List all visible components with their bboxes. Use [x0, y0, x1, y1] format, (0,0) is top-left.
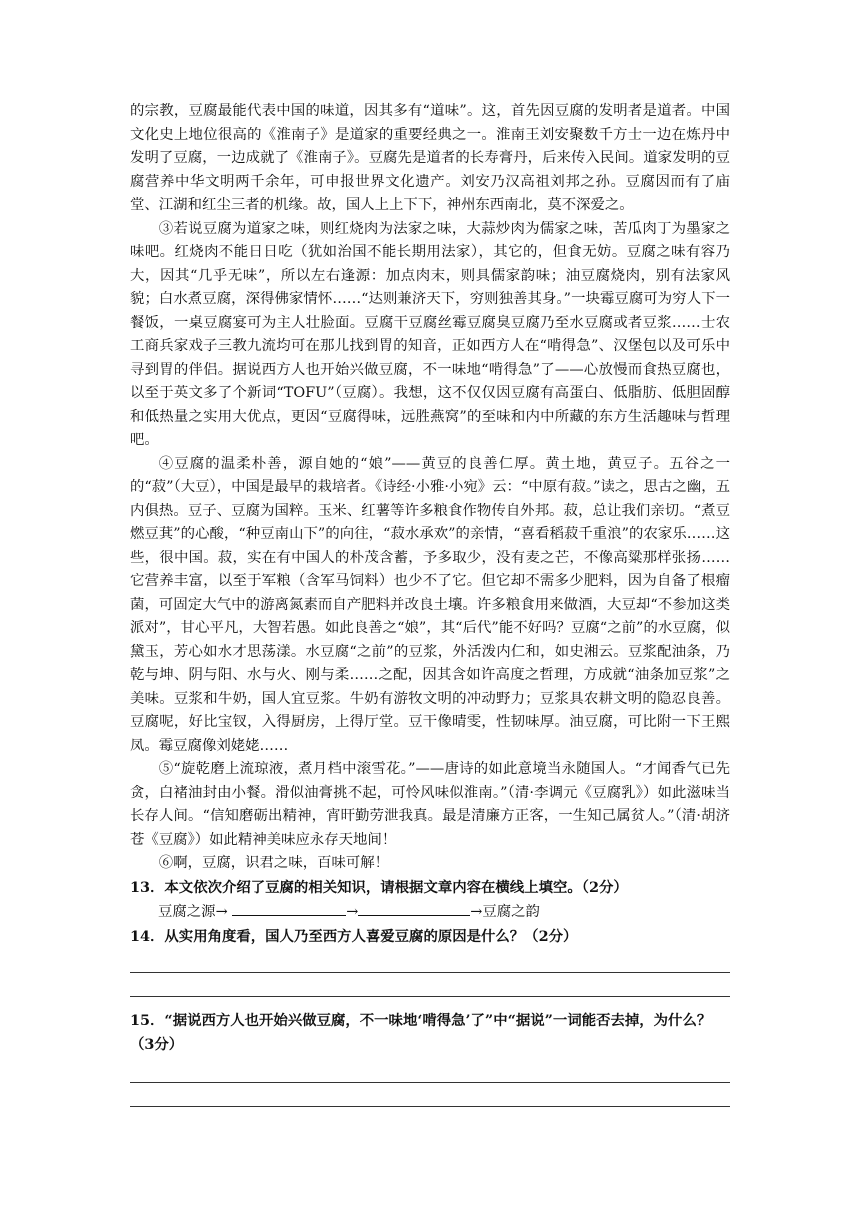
- fill-end-label: →豆腐之韵: [470, 904, 540, 920]
- document-page: [130, 100, 730, 1107]
- fill-start-label: 豆腐之源→: [158, 904, 233, 920]
- paragraph-4: ④豆腐的温柔朴善，源自她的“娘”——黄豆的良善仁厚。黄土地，黄豆子。五谷之一的“菽”（大豆），中国是最早的栽培者。《诗经·小雅·小宛》云：“中原有菽。”读之，思古之幽，五内俱热。豆子、豆腐为国粹。玉米、红薯等许多粮食作物传自外邦。菽，总让我们亲切。“煮豆燃豆萁”的心酸，“种豆南山下”的向往，“菽水承欢”的亲情，“喜看稻菽千重浪”的农家乐……这些，很中国。菽，实在有中国人的朴茂含蓄，予多取少，没有麦之芒，不像高粱那样张扬……它营养丰富，以至于军粮（含军马饲料）也少不了它。但它却不需多少肥料，因为自备了根瘤菌，可固定大气中的游离氮素而自产肥料并改良土壤。许多粮食用来做酒，大豆却“不参加这类派对”，甘心平凡，大智若愚。如此良善之“娘”，其“后代”能不好吗？豆腐“之前”的水豆腐，似黛玉，芳心如水才思荡漾。水豆腐“之前”的豆浆，外活泼内仁和，如史湘云。豆浆配油条，乃乾与坤、阴与阳、水与火、刚与柔……之配，因其含如许高度之哲理，方成就“油条加豆浆”之美味。豆浆和牛奶，国人宜豆浆。牛奶有游牧文明的冲动野力；豆浆具农耕文明的隐忍良善。豆腐呢，好比宝钗，入得厨房，上得厅堂。豆干像晴雯，性韧味厚。油豆腐，可比附一下王熙凤。霉豆腐像刘姥姥……: [130, 455, 730, 754]
- fill-blank-1[interactable]: [232, 899, 346, 916]
- paragraph-2-continued: 的宗教，豆腐最能代表中国的味道，因其多有“道味”。这，首先因豆腐的发明者是道者。中国文化史上地位很高的《淮南子》是道家的重要经典之一。淮南王刘安聚数千方士一边在炼丹中发明了豆腐，一边成就了《淮南子》。豆腐先是道者的长寿膏丹，后来传入民间。道家发明的豆腐营养中华文明两千余年，可申报世界文化遗产。刘安乃汉高祖刘邦之孙。豆腐因而有了庙堂、江湖和红尘三者的机缘。故，国人上上下下，神州东西南北，莫不深爱之。: [130, 103, 730, 213]
- fill-arrow: →: [346, 904, 359, 920]
- question-14: 14．从实用角度看，国人乃至西方人喜爱豆腐的原因是什么？（2分）: [130, 927, 578, 945]
- question-13: 13．本文依次介绍了豆腐的相关知识，请根据文章内容在横线上填空。（2分）: [130, 878, 628, 896]
- fill-blank-2[interactable]: [358, 899, 470, 916]
- spacer: [130, 1083, 730, 1106]
- paragraph-5: ⑤“旋乾磨上流琼液，煮月档中滚雪花。”——唐诗的如此意境当永随国人。“才闻香气已先贪，白褚油封由小餐。滑似油膏挑不起，可怜风味似淮南。”（清·李调元《豆腐乳》）如此滋味当长存人间。“信知磨砺出精神，宵旰勤劳泄我真。最是清廉方正客，一生知己属贫人。”（清·胡济苍《豆腐》）如此精神美味应永存天地间！: [130, 761, 730, 848]
- paragraph-6: ⑥啊，豆腐，识君之味，百味可解！: [158, 855, 390, 871]
- spacer: [130, 973, 730, 996]
- answer-line-15-2[interactable]: [130, 1106, 730, 1107]
- spacer: [130, 1056, 730, 1082]
- question-13-fill-row: [158, 899, 730, 925]
- spacer: [130, 948, 730, 972]
- question-15: 15．“据说西方人也开始兴做豆腐，不一味地‘啃得急’了”中“据说”一词能否去掉，为什么？（3分）: [130, 1012, 712, 1053]
- spacer: [130, 997, 730, 1009]
- paragraph-3: ③若说豆腐为道家之味，则红烧肉为法家之味，大蒜炒肉为儒家之味，苦瓜肉丁为墨家之味吧。红烧肉不能日日吃（犹如治国不能长期用法家），其它的，但食无妨。豆腐之味有容乃大，因其“几乎无味”，所以左右逢源：加点肉末，则具儒家韵味；油豆腐烧肉，别有法家风貌；白水煮豆腐，深得佛家情怀……“达则兼济天下，穷则独善其身。”一块霉豆腐可为穷人下一餐饭，一桌豆腐宴可为主人壮脸面。豆腐干豆腐丝霉豆腐臭豆腐乃至水豆腐或者豆浆……士农工商兵家戏子三教九流均可在那儿找到胃的知音，正如西方人在“啃得急”、汉堡包以及可乐中寻到胃的伴侣。据说西方人也开始兴做豆腐，不一味地“啃得急”了——心放慢而食热豆腐也，以至于英文多了个新词“TOFU”（豆腐）。我想，这不仅仅因豆腐有高蛋白、低脂肪、低胆固醇和低热量之实用大优点，更因“豆腐得味，远胜燕窝”的至味和内中所藏的东方生活趣味与哲理吧。: [130, 220, 730, 448]
